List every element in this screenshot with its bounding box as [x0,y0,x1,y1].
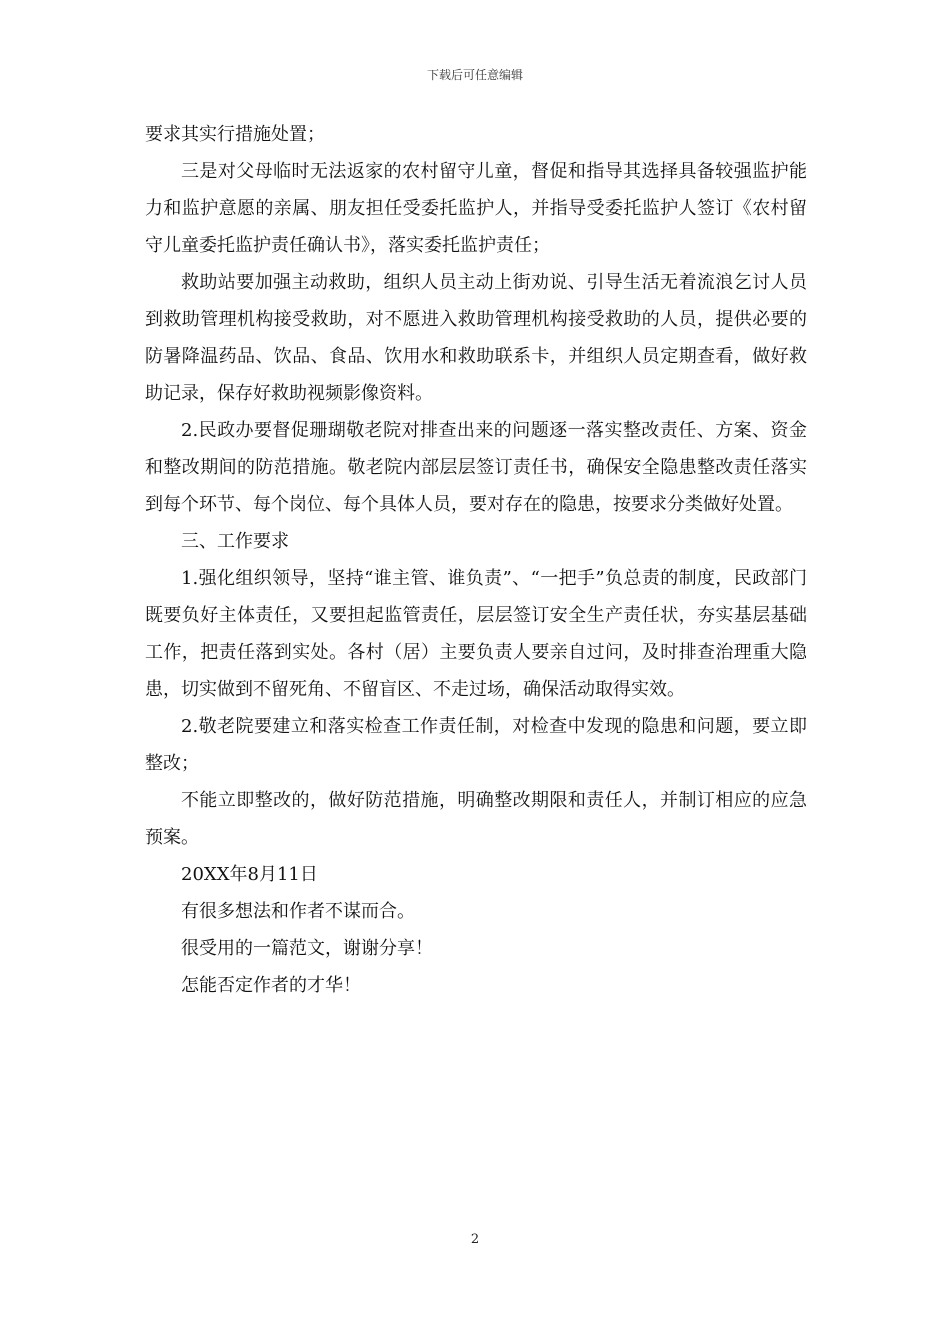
paragraph-5: 1.强化组织领导，坚持“谁主管、谁负责”、“一把手”负总责的制度，民政部门既要负好主体责任，又要担起监管责任，层层签订安全生产责任状，夯实基层基础工作，把责任落到实处。各村（居）主要负责人要亲自过问，及时排查治理重大隐患，切实做到不留死角、不留盲区、不走过场，确保活动取得实效。 [145,568,807,700]
paragraph-6: 2.敬老院要建立和落实检查工作责任制，对检查中发现的隐患和问题，要立即整改； [145,716,807,774]
comment-2: 很受用的一篇范文，谢谢分享！ [181,938,433,959]
paragraph-2: 三是对父母临时无法返家的农村留守儿童，督促和指导其选择具备较强监护能力和监护意愿的亲属、朋友担任受委托监护人，并指导受委托监护人签订《农村留守儿童委托监护责任确认书》，落实委托监护责任； [145,161,807,256]
comment-1: 有很多想法和作者不谋而合。 [181,901,415,922]
page-header: 下载后可任意编辑 [426,68,523,82]
paragraph-1: 要求其实行措施处置； [145,124,325,145]
date-line: 20XX年8月11日 [181,864,318,885]
page-number: 2 [470,1232,480,1247]
comment-3: 怎能否定作者的才华！ [181,975,361,996]
section-heading: 三、工作要求 [181,531,289,552]
document-body [145,116,807,1004]
paragraph-3: 救助站要加强主动救助，组织人员主动上街劝说、引导生活无着流浪乞讨人员到救助管理机构接受救助，对不愿进入救助管理机构接受救助的人员，提供必要的防暑降温药品、饮品、食品、饮用水和救助联系卡，并组织人员定期查看，做好救助记录，保存好救助视频影像资料。 [145,272,807,404]
paragraph-4: 2.民政办要督促珊瑚敬老院对排查出来的问题逐一落实整改责任、方案、资金和整改期间的防范措施。敬老院内部层层签订责任书，确保安全隐患整改责任落实到每个环节、每个岗位、每个具体人员，要对存在的隐患，按要求分类做好处置。 [145,420,807,515]
paragraph-7: 不能立即整改的，做好防范措施，明确整改期限和责任人，并制订相应的应急预案。 [145,790,807,848]
